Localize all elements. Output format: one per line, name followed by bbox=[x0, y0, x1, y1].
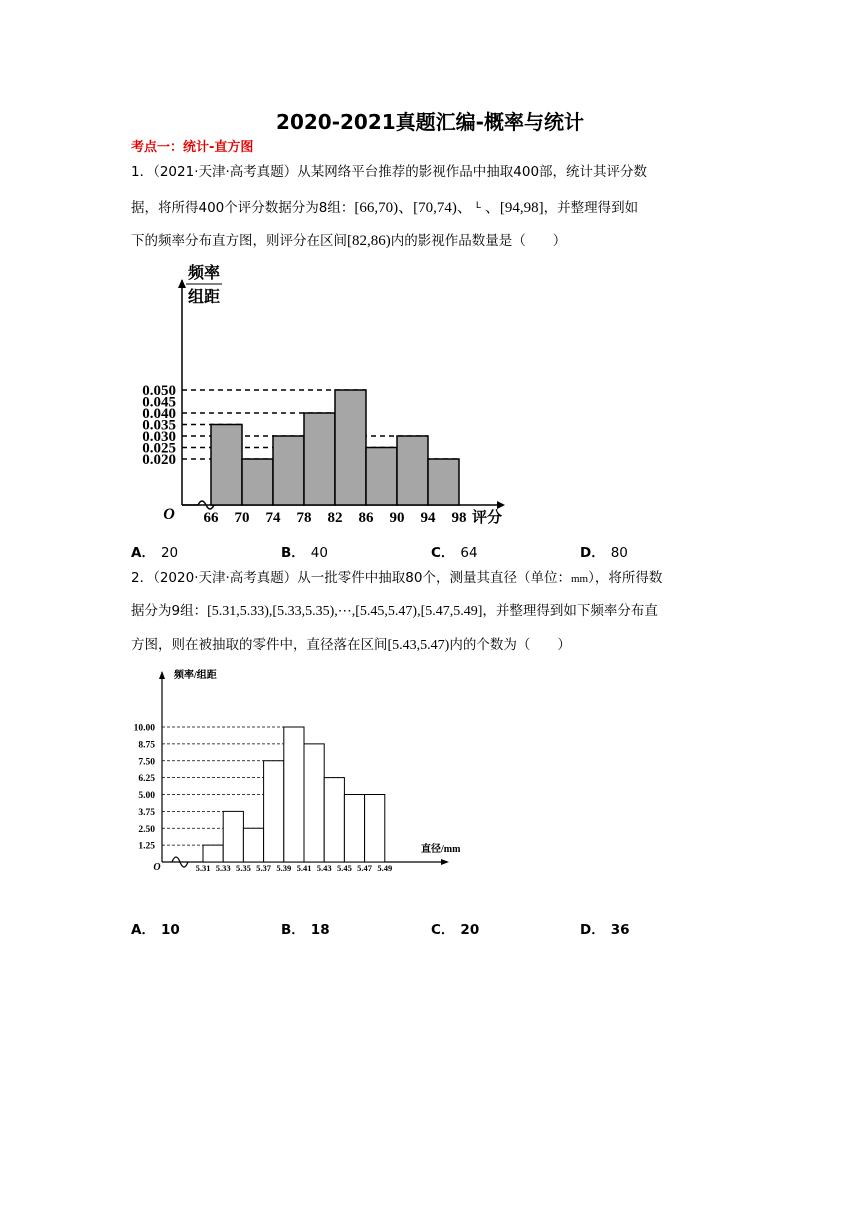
q2-option-c[interactable]: C． 20 bbox=[431, 922, 480, 938]
y-tick-label: 2.50 bbox=[138, 824, 155, 835]
q1-option-c[interactable]: C． 64 bbox=[431, 545, 478, 561]
x-tick-label: 90 bbox=[389, 510, 405, 526]
bar-66-70 bbox=[211, 425, 242, 506]
q2-line3: 方图，则在被抽取的零件中，直径落在区间[5.43,5.47)内的个数为（ ） bbox=[131, 637, 571, 653]
q2-option-b[interactable]: B． 18 bbox=[281, 922, 330, 938]
bar-5.35-5.37 bbox=[243, 828, 263, 862]
histogram-2 bbox=[125, 664, 461, 884]
y-tick-label: 3.75 bbox=[138, 807, 155, 818]
section-heading: 考点一：统计-直方图 bbox=[131, 140, 254, 155]
x-axis-arrow bbox=[497, 501, 505, 509]
q1-option-d[interactable]: D． 80 bbox=[580, 545, 628, 561]
bar-5.31-5.33 bbox=[203, 845, 223, 862]
x-tick-label: 86 bbox=[358, 510, 374, 526]
origin-label: O bbox=[153, 862, 161, 873]
x-tick-label: 5.41 bbox=[296, 863, 312, 873]
y-axis-label-top: 频率 bbox=[187, 265, 221, 282]
x-tick-label: 74 bbox=[265, 510, 281, 526]
y-tick-label: 0.035 bbox=[142, 417, 176, 434]
bar-90-94 bbox=[397, 436, 428, 505]
bar-5.47-5.49 bbox=[365, 795, 385, 863]
bar-74-78 bbox=[273, 436, 304, 505]
q1-option-a[interactable]: A． 20 bbox=[131, 545, 179, 561]
bar-5.39-5.41 bbox=[284, 727, 304, 862]
x-tick-label: 5.49 bbox=[377, 863, 393, 873]
y-axis-arrow bbox=[178, 279, 186, 288]
bar-94-98 bbox=[428, 459, 459, 505]
q2-option-d[interactable]: D． 36 bbox=[580, 922, 630, 938]
histogram-1 bbox=[125, 262, 525, 532]
x-tick-label: 5.33 bbox=[215, 863, 231, 873]
page-title: 2020-2021真题汇编-概率与统计 bbox=[276, 110, 584, 134]
bar-70-74 bbox=[242, 459, 273, 505]
y-tick-label: 8.75 bbox=[138, 740, 155, 751]
x-axis-label: 评分 bbox=[472, 510, 503, 526]
y-tick-label: 0.020 bbox=[142, 452, 176, 468]
x-tick-label: 5.35 bbox=[235, 863, 251, 873]
x-axis-label: 直径/mm bbox=[421, 844, 461, 855]
q2-line1: 2．（2020·天津·高考真题）从一批零件中抽取80个，测量其直径（单位：mm），将所得数 bbox=[131, 570, 663, 586]
y-axis-label: 频率/组距 bbox=[174, 670, 217, 681]
q1-option-b[interactable]: B． 40 bbox=[281, 545, 328, 561]
x-axis-arrow bbox=[441, 859, 449, 865]
x-tick-label: 98 bbox=[451, 510, 467, 526]
x-tick-label: 70 bbox=[234, 510, 250, 526]
origin-label: O bbox=[163, 506, 175, 523]
bar-5.45-5.47 bbox=[344, 795, 364, 863]
bar-5.41-5.43 bbox=[304, 744, 324, 862]
y-tick-label: 0.045 bbox=[142, 394, 176, 411]
bar-5.43-5.45 bbox=[324, 778, 344, 862]
x-tick-label: 5.37 bbox=[256, 863, 272, 873]
x-tick-label: 5.43 bbox=[316, 863, 332, 873]
q1-line2: 据，将所得400个评分数据分为8组：[66,70)、[70,74)、 $^L$ 、[94,98]，并整理得到如 bbox=[131, 200, 639, 216]
bar-86-90 bbox=[366, 448, 397, 506]
bar-5.33-5.35 bbox=[223, 811, 243, 862]
y-tick-label: 7.50 bbox=[138, 757, 155, 768]
y-tick-label: 0.040 bbox=[142, 406, 176, 422]
q2-line2: 据分为9组：[5.31,5.33),[5.33,5.35),⋯,[5.45,5.47),[5.47,5.49]，并整理得到如下频率分布直 bbox=[131, 603, 658, 619]
q1-line3: 下的频率分布直方图，则评分在区间[82,86)内的影视作品数量是（ ） bbox=[131, 233, 567, 249]
x-tick-label: 5.45 bbox=[336, 863, 352, 873]
q1-line1: 1．（2021·天津·高考真题）从某网络平台推荐的影视作品中抽取400部，统计其评分数 bbox=[131, 164, 648, 180]
y-tick-label: 10.00 bbox=[133, 723, 155, 734]
bar-5.37-5.39 bbox=[264, 761, 284, 862]
x-tick-label: 78 bbox=[296, 510, 312, 526]
y-tick-label: 5.00 bbox=[138, 791, 155, 801]
y-tick-label: 0.050 bbox=[142, 383, 176, 399]
x-tick-label: 5.31 bbox=[195, 863, 211, 873]
bar-78-82 bbox=[304, 413, 335, 505]
x-tick-label: 66 bbox=[203, 510, 219, 526]
bar-82-86 bbox=[335, 390, 366, 505]
y-axis-arrow bbox=[159, 671, 165, 679]
x-tick-label: 5.39 bbox=[276, 863, 292, 873]
y-tick-label: 0.025 bbox=[142, 440, 176, 457]
x-tick-label: 94 bbox=[420, 510, 436, 526]
y-tick-label: 6.25 bbox=[138, 774, 155, 785]
y-tick-label: 0.030 bbox=[142, 429, 176, 445]
x-tick-label: 5.47 bbox=[357, 863, 373, 873]
q2-option-a[interactable]: A． 10 bbox=[131, 922, 180, 938]
y-tick-label: 1.25 bbox=[138, 841, 155, 852]
x-tick-label: 82 bbox=[327, 510, 343, 526]
y-axis-label-bottom: 组距 bbox=[187, 289, 221, 306]
